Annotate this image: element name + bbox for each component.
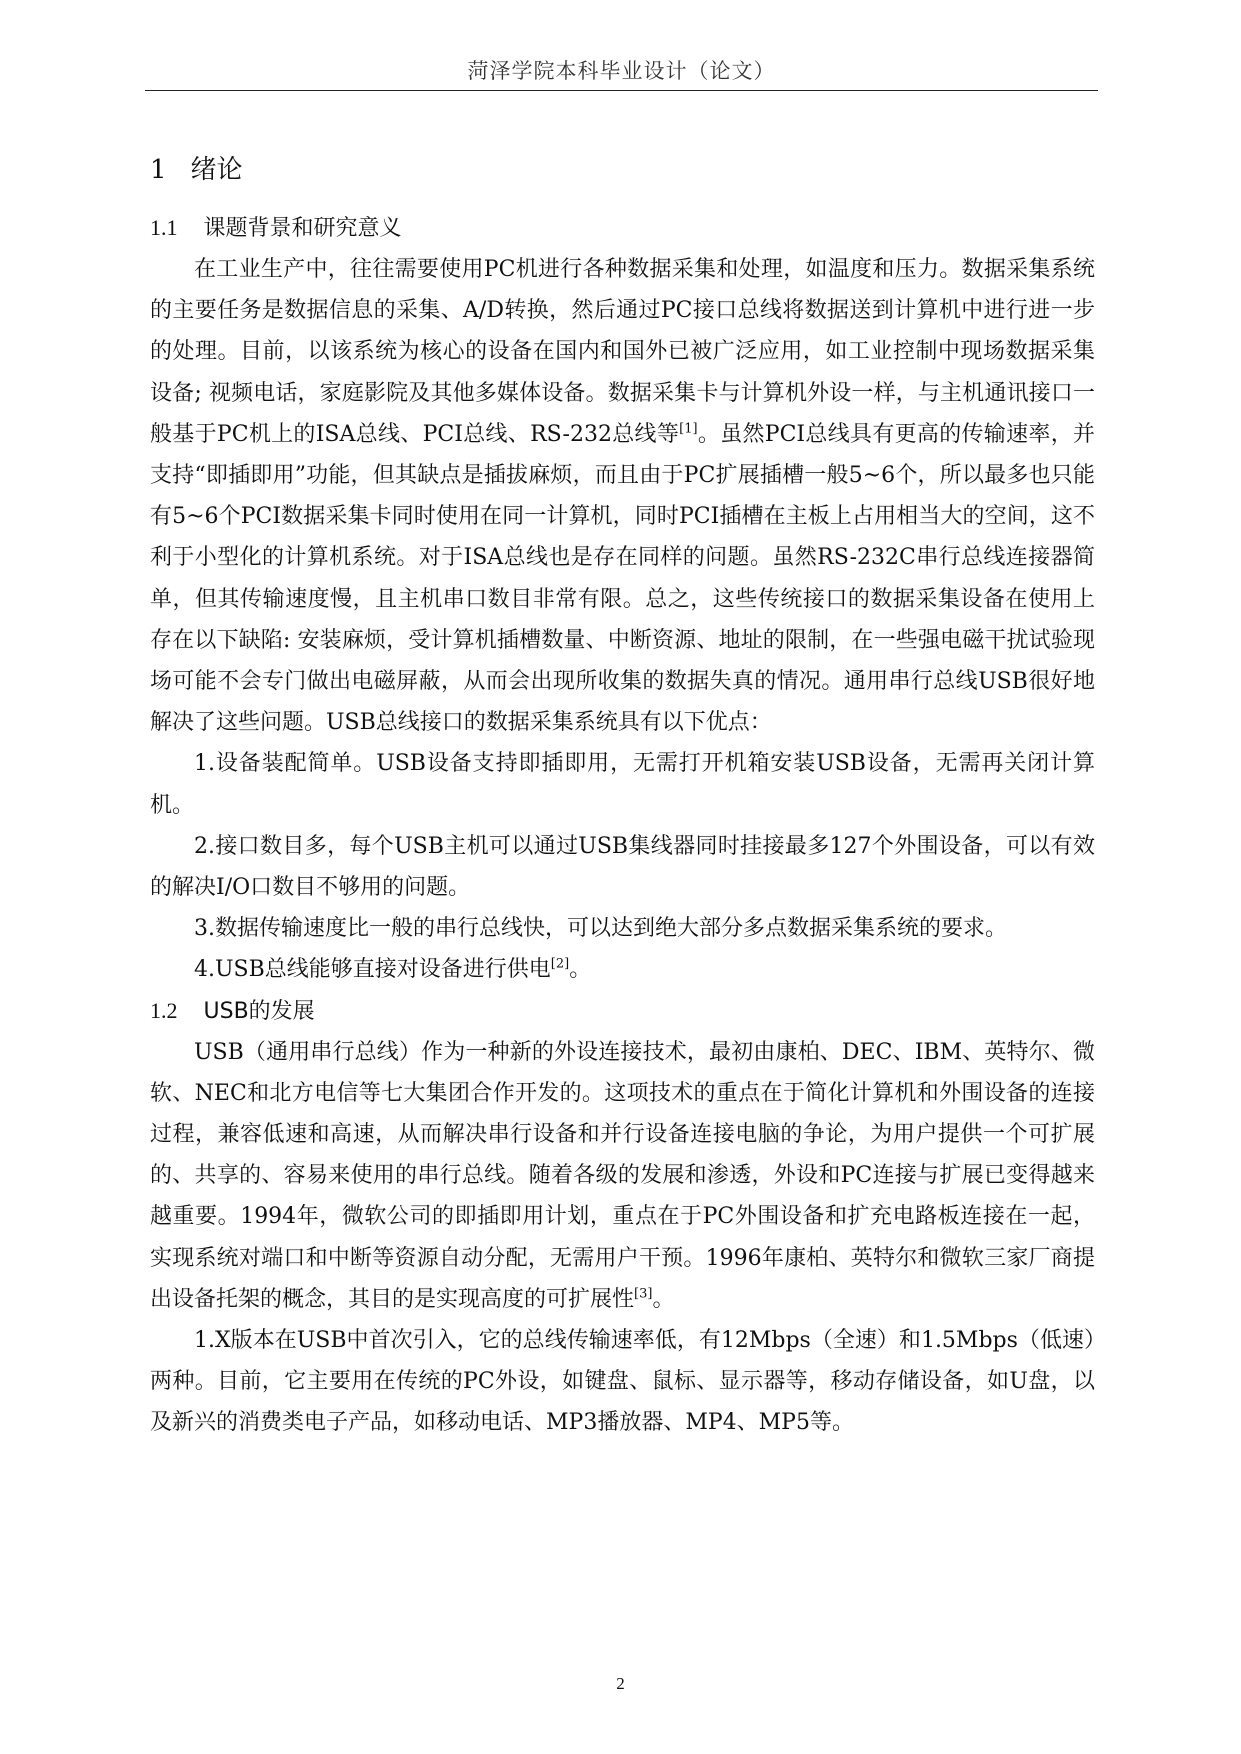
list-item xyxy=(150,949,1095,990)
list-item: 1.设备装配简单。USB设备支持即插即用，无需打开机箱安装USB设备，无需再关闭计算机。 xyxy=(150,751,1095,818)
paragraph xyxy=(150,249,1095,743)
list-item: 3.数据传输速度比一般的串行总线快，可以达到绝大部分多点数据采集系统的要求。 xyxy=(194,916,1007,942)
header-rule xyxy=(145,90,1098,91)
paragraph-text: 。 xyxy=(569,957,592,983)
paragraph xyxy=(150,1032,1095,1320)
list-item: 2.接口数目多，每个USB主机可以通过USB集线器同时挂接最多127个外围设备，可以有效的解决I/O口数目不够用的问题。 xyxy=(150,833,1095,901)
citation: [1] xyxy=(679,421,698,437)
paragraph: 1.X版本在USB中首次引入，它的总线传输速率低，有12Mbps（全速）和1.5Mbps（低速）两种。目前，它主要用在传统的PC外设，如键盘、鼠标、显示器等，移动存储设备，如U盘，以及新兴的消费类电子产品，如移动电话、MP3播放器、MP4、MP5等。 xyxy=(150,1328,1095,1436)
section-title: USB的发展 xyxy=(203,998,315,1024)
page-content xyxy=(150,150,1095,1444)
section-heading-1-2 xyxy=(150,991,1095,1032)
paragraph-text: 。虽然PCI总线具有更高的传输速率，并支持“即插即用”功能，但其缺点是插拔麻烦，而且由于PC扩展插槽一般5~6个，所以最多也只能有5~6个PCI数据采集卡同时使用在同一计算机，同时PCI插槽在主板上占用相当大的空间，这不利于小型化的计算机系统。对于ISA总线也是存在同样的问题。虽然RS-232C串行总线连接器简单，但其传输速度慢，且主机串口数目非常有限。总之，这些传统接口的数据采集设备在使用上存在以下缺陷: 安装麻烦，受计算机插槽数量、中断资源、地址的限制，在一些强电磁干扰试验现场可能不会专门做出电磁屏蔽，从而会出现所收集的数据失真的情况。通用串行总线USB很好地解决了这些问题。USB总线接口的数据采集系统具有以下优点： xyxy=(150,421,1096,736)
section-number: 1.2 xyxy=(150,997,178,1023)
page-number: 2 xyxy=(616,1674,625,1693)
citation: [2] xyxy=(550,957,570,973)
section-title: 课题背景和研究意义 xyxy=(203,216,402,241)
paragraph-text: USB（通用串行总线）作为一种新的外设连接技术，最初由康柏、DEC、IBM、英特尔、微软、NEC和北方电信等七大集团合作开发的。这项技术的重点在于简化计算机和外围设备的连接过程，兼容低速和高速，从而解决串行设备和并行设备连接电脑的争论，为用户提供一个可扩展的、共享的、容易来使用的串行总线。随着各级的发展和渗透，外设和PC连接与扩展已变得越来越重要。1994年，微软公司的即插即用计划，重点在于PC外围设备和扩充电路板连接在一起，实现系统对端口和中断等资源自动分配，无需用户干预。1996年康柏、英特尔和微软三家厂商提出设备托架的概念，其目的是实现高度的可扩展性 xyxy=(150,1039,1095,1312)
section-heading-1-1 xyxy=(150,208,1095,249)
chapter-title: 绪论 xyxy=(190,155,243,185)
paragraph-text: 。 xyxy=(652,1286,675,1312)
running-header: 菏泽学院本科毕业设计（论文） xyxy=(467,59,776,83)
paragraph-text: 4.USB总线能够直接对设备进行供电 xyxy=(194,957,551,983)
section-number: 1.1 xyxy=(150,215,178,240)
paragraph-text: 在工业生产中，往往需要使用PC机进行各种数据采集和处理，如温度和压力。数据采集系统的主要任务是数据信息的采集、A/D转换，然后通过PC接口总线将数据送到计算机中进行进一步的处理。目前，以该系统为核心的设备在国内和国外已被广泛应用，如工业控制中现场数据采集设备; 视频电话，家庭影院及其他多媒体设备。数据采集卡与计算机外设一样，与主机通讯接口一般基于PC机上的ISA总线、PCI总线、RS-232总线等 xyxy=(150,257,1095,447)
citation: [3] xyxy=(634,1286,653,1302)
chapter-heading xyxy=(150,150,1095,190)
chapter-number: 1 xyxy=(150,155,167,185)
